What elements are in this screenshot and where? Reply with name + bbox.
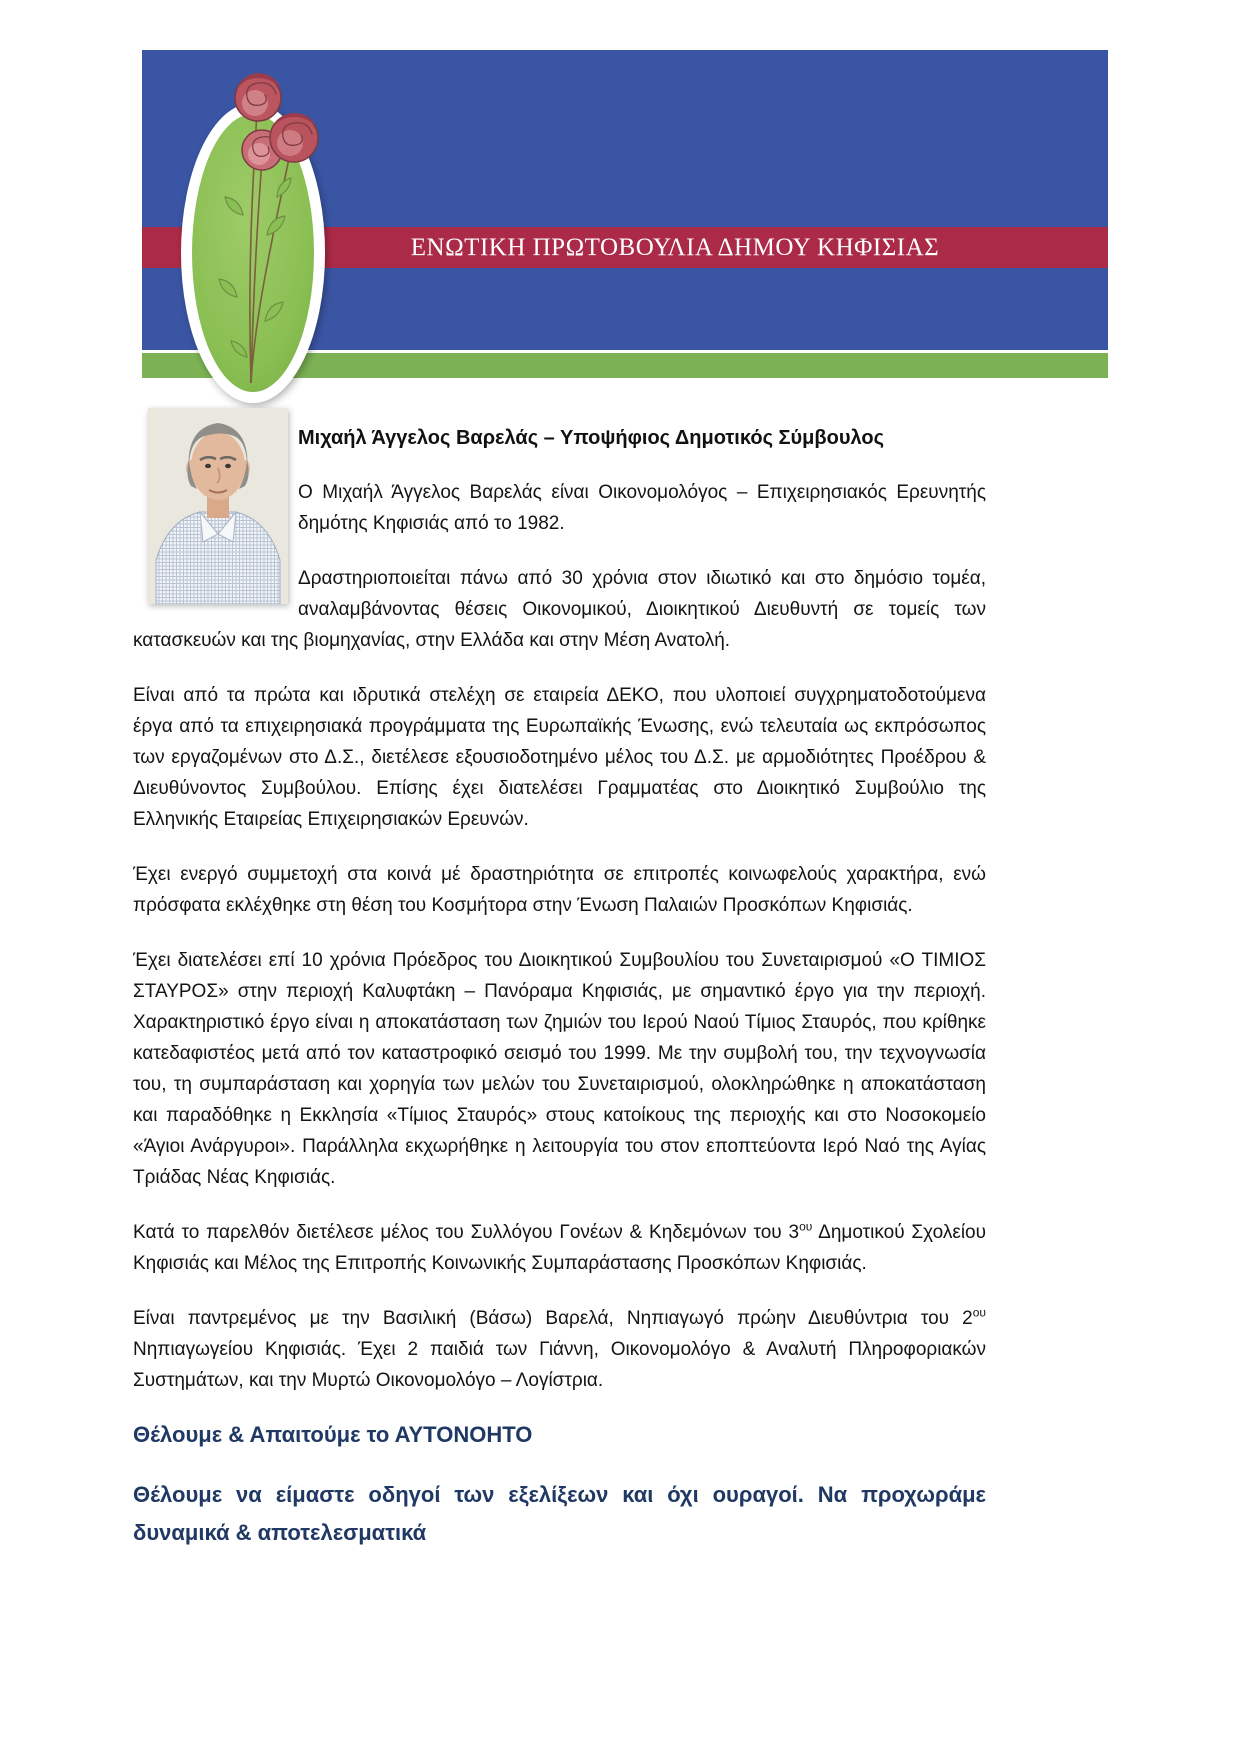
bio-paragraphs xyxy=(133,477,986,1396)
bio-paragraph: Είναι παντρεμένος με την Βασιλική (Βάσω) Βαρελά, Νηπιαγωγό πρώην Διευθύντρια του $2^{o\upsilon}$ Νηπιαγωγείου Κηφισιάς. Έχει 2 παιδιά των Γιάννη, Οικονομολόγο & Αναλυτή Πληροφοριακών Συστημάτων, και την Μυρτώ Οικονομολόγο – Λογίστρια. xyxy=(133,1305,986,1391)
bio-paragraph: Ο Μιχαήλ Άγγελος Βαρελάς είναι Οικονομολόγος – Επιχειρησιακός Ερευνητής δημότης Κηφισιάς από το 1982. xyxy=(298,482,986,534)
banner-title: ΕΝΩΤΙΚΗ ΠΡΩΤΟΒΟΥΛΙΑ ΔΗΜΟΥ ΚΗΦΙΣΙΑΣ xyxy=(410,233,940,261)
candidate-photo xyxy=(148,408,288,604)
slogan-secondary: Θέλουμε να είμαστε οδηγοί των εξελίξεων και όχι ουραγοί. Να προχωράμε δυναμικά & αποτελεσματικά xyxy=(133,1482,986,1545)
bio-paragraph: Κατά το παρελθόν διετέλεσε μέλος του Συλλόγου Γονέων & Κηδεμόνων του $3^{o\upsilon}$ Δημοτικού Σχολείου Κηφισιάς και Μέλος της Επιτροπής Κοινωνικής Συμπαράστασης Προσκόπων Κηφισιάς. xyxy=(133,1219,986,1274)
bio-paragraph: Δραστηριοποιείται πάνω από 30 χρόνια στον ιδιωτικό και στο δημόσιο τομέα, αναλαμβάνοντας θέσεις Οικονομικού, Διοικητικού Διευθυντή σε τομείς των κατασκευών και της βιομηχανίας, στην Ελλάδα και στην Μέση Ανατολή. xyxy=(133,568,986,651)
roses-oval-logo-icon xyxy=(177,65,337,410)
bio-paragraph: Έχει διατελέσει επί 10 χρόνια Πρόεδρος του Διοικητικού Συμβουλίου του Συνεταιρισμού «Ο ΤΙΜΙΟΣ ΣΤΑΥΡΟΣ» στην περιοχή Καλυφτάκη – Πανόραμα Κηφισιάς, με σημαντικό έργο για την περιοχή. Χαρακτηριστικό έργο είναι η αποκατάσταση των ζημιών του Ιερού Ναού Τίμιος Σταυρός, που κρίθηκε κατεδαφιστέος μετά από τον καταστροφικό σεισμό του 1999. Με την συμβολή του, την τεχνογνωσία του, τη συμπαράσταση και χορηγία των μελών του Συνεταιρισμού, ολοκληρώθηκε η αποκατάσταση και παραδόθηκε η Εκκλησία «Τίμιος Σταυρός» στους κατοίκους της περιοχής και στο Νοσοκομείο «Άγιοι Ανάργυροι». Παράλληλα εκχωρήθηκε η λειτουργία του στον εποπτεύοντα Ιερό Ναό της Αγίας Τριάδας Νέας Κηφισιάς. xyxy=(133,950,986,1188)
bio-heading: Μιχαήλ Άγγελος Βαρελάς – Υποψήφιος Δημοτικός Σύμβουλος xyxy=(298,427,884,449)
bio-paragraph: Είναι από τα πρώτα και ιδρυτικά στελέχη σε εταιρεία ΔΕΚΟ, που υλοποιεί συγχρηματοδοτούμενα έργα από τα επιχειρησιακά προγράμματα της Ευρωπαϊκής Ένωσης, ενώ τελευταία ως εκπρόσωπος των εργαζομένων στο Δ.Σ., διετέλεσε εξουσιοδοτημένο μέλος του Δ.Σ. με αρμοδιότητες Προέδρου & Διευθύνοντος Συμβούλου. Επίσης έχει διατελέσει Γραμματέας στο Διοικητικό Συμβούλιο της Ελληνικής Εταιρείας Επιχειρησιακών Ερευνών. xyxy=(133,685,986,830)
header-banner xyxy=(142,50,1108,378)
slogan-primary: Θέλουμε & Απαιτούμε το ΑΥΤΟΝΟΗΤΟ xyxy=(133,1422,533,1447)
bio-paragraph: Έχει ενεργό συμμετοχή στα κοινά μέ δραστηριότητα σε επιτροπές κοινωφελούς χαρακτήρα, ενώ πρόσφατα εκλέχθηκε στη θέση του Κοσμήτορα στην Ένωση Παλαιών Προσκόπων Κηφισιάς. xyxy=(133,864,986,916)
bio-section xyxy=(133,378,986,1552)
